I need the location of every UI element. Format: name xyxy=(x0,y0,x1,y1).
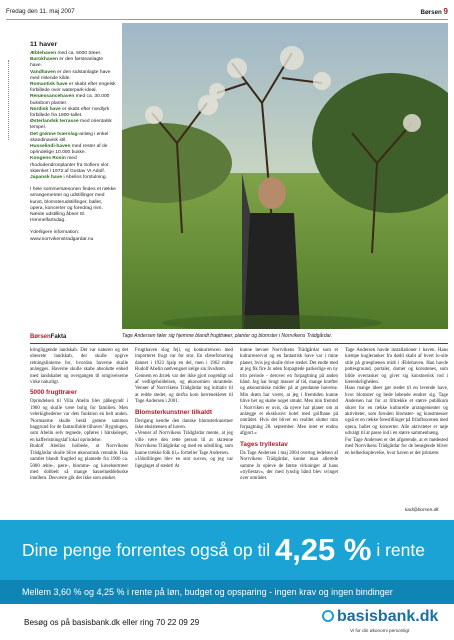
logo-ring-icon xyxy=(322,610,334,622)
fact-item xyxy=(30,107,116,119)
paragraph: »Venner af Norrvikens Trädgårdar mente, at jeg ville være den rette person til at skrænne Norrvikens Trädgårdar og med en udstilling, som kunne trække folk til,« fortæller Tage Andersen. xyxy=(135,431,233,456)
fact-item-name: Det grønne tværslag xyxy=(30,131,78,137)
paragraph: Hans mange ideer gør stedet til en levende have, hvor blomster og bede løbende ændrer sig. Tage Andersen har for at tiltrække et større publikum sikret for en række kulturelle arrangementer og aktiviteter, som foruden blomster- og kunstmesser også er en række forestillinger på friluftsscenen med opera, ballet og koncerter. Alle aktiviteter er nøje udvalgt til at passe ind i en større sammenhæng. xyxy=(345,386,448,437)
ad-rate: 4,25 % xyxy=(274,532,372,567)
paragraph: kunne bevare Norrvikens Trädgårdar som et kulturreservat og en fantastisk have var i mine planer, hvis jeg skulle drive stedet. Det endte med at jeg fik fire år uden forpagtede parkerlige en ny trin periode - derover en forpagtning på anden hånd. Jeg har brugt masser af tid, mange kræfter og økonomiske midler på at gendanne haverne. Min drøm har været, at jeg i fremtiden kunne blive her og skabe noget smukt. Men min fremtid i Norrviken er uvis, da nyere har planer om at anlægge et eksklusivt hotel med golfbane på området. Hvis det bliver en realitet slutter min forpagtning 28. september. Men intet er endnu afgjort.« xyxy=(240,348,338,437)
brand-b: Fakta xyxy=(50,334,67,340)
paragraph: For Tage Andersen er det afgørende, at et mødested med Norrvikens Trädgårdar for de besøgende bliver en helhedsoplevelse, hvor haven er det primære. xyxy=(345,437,448,456)
logo-text: basisbank.dk xyxy=(337,608,439,625)
ad-headline-band xyxy=(0,520,454,580)
photo-caption: Tage Andersen føler sig hjemme blandt frugttræer, planter og blomster i Norrvikens Trädgårdar. xyxy=(122,333,333,339)
article-column-4 xyxy=(345,348,448,457)
fact-item-text: med rhododendronplanter fra Sofiero slot skænket i 1972 af Gustav VI Adolf. xyxy=(30,156,109,174)
fact-item xyxy=(30,156,116,175)
fact-item-name: Vandhaven xyxy=(30,69,56,75)
fact-item-text: med rester af de oprindelige 10.000 buske. xyxy=(30,144,108,156)
fact-box xyxy=(30,40,116,330)
fact-item xyxy=(30,144,116,156)
fact-item-name: Barokhaven xyxy=(30,57,58,63)
basisbank-advert[interactable] xyxy=(0,520,454,640)
paragraph: Tage Andersen havde installationer i haven. Hans kæmpe kugleranker fra dødd skabt af hvert lo-site stile på græsplænen midt i Æblehaven. Han havde pottesgruund, portaler, domer og korsstenes, som blide overrasker og giver sig kunstnerisk rod i bærenkrligheden. xyxy=(345,348,448,386)
fact-item-name: Kongens Rosin xyxy=(30,156,66,162)
fact-item-name: Nordisk have xyxy=(30,106,61,112)
fact-item-name: Japansk have xyxy=(30,175,63,181)
paragraph: Rudolf Abelins hoibede, at Norrvikens Trädgårdar skulle blive økonomisk rentable. Han samtlet blandt frugtled og plantede fra 1906 ca. 5000 æble-, pære-, blomme- og kirsebærtræer med dobbelt så mange hasselnøddebuske imellem. Desværre gik det ikke som ønsket. xyxy=(30,444,128,482)
author-email: kad@borsen.dk xyxy=(405,508,439,513)
ad-headline-post: i rente xyxy=(371,540,425,560)
ad-tagline: Vi for din økonomi personligt xyxy=(350,628,410,633)
fact-item xyxy=(30,57,116,69)
header-rule xyxy=(6,19,448,20)
paragraph: Frugthaven slog fejl, og konkurrencen med importeret frugt var for stor. En sfæreforsering dannet i 1923 hjalp en del, men i 1962 måtte Rudolf Abelin nødvenguet sælge sin livsdrøm. xyxy=(135,348,233,373)
fact-item-text: med ca. 30.000 buksbom planter. xyxy=(30,94,110,106)
fact-item-name: Æblehaven xyxy=(30,51,57,56)
page-header xyxy=(6,6,448,18)
fact-item-name: Husselindi-haven xyxy=(30,144,71,150)
paragraph: Oprindelsen til Villa Abelin blev påbegyndt i 1900 og skulle være bolig for familien. Men velerkighederne var dets funktion en helt anden. 'Normaerne skulle bestå grønne sammen baggrund for de fantasifulde tilhaver.' Bygningen, som Abelin selv tegnede, opføres i bårskeleget, en kafferistningslaf lokal oprindelse. xyxy=(30,399,128,443)
fact-item xyxy=(30,94,116,106)
brand-a: Børsen xyxy=(30,334,51,340)
fact-box-title: 11 haver xyxy=(30,41,58,48)
header-section xyxy=(420,6,448,19)
subheading: Tages tryllestav xyxy=(240,440,288,448)
borsen-fakta-logo xyxy=(30,333,70,342)
fact-item-name: Østerlandsk terrasse xyxy=(30,119,79,125)
ad-headline xyxy=(22,532,425,568)
fact-events: I hele sommersæsonen findes et række arrangementer og udstillinger med kunst, blomsterudstillinger, ballet, opera, koncerter og foredrag mm. Næste udstilling åbner 8/. Himmelfartsdag. xyxy=(30,187,116,224)
fact-item-text: med ca. 5000 træer. xyxy=(56,51,102,56)
fact-list xyxy=(30,51,116,181)
ad-footer xyxy=(0,604,454,640)
fact-info: Yderligere information: www.norrvikenstradgardar.nu xyxy=(30,230,94,242)
paragraph: Derigang kendte den danske blomsterkunstner ikke eksistensen af haven. xyxy=(135,418,233,431)
ad-subline: Mellem 3,60 % og 4,25 % i rente på løn, budget og opsparing - ingen krav og ingen bindinger xyxy=(0,580,454,604)
fact-item-text: -anlæg i enkel skandinavisk stil. xyxy=(30,131,109,143)
ad-headline-pre: Dine penge forrentes også op til xyxy=(22,540,275,560)
fact-item xyxy=(30,132,116,144)
article-column-3 xyxy=(240,348,338,483)
paragraph: Gennem en årræk var der ikke gjort nogetdigt ud af vedligeholdelsen, og økonomien skrantede. Venner af Norrvikens Trädgårdar tog initiativ til at redde stedet, og derfra kom herrenekleret til Tage Andersen i 2001. xyxy=(135,373,233,405)
paragraph: kringliggende landskab. Det var naturen og det ubesrete landskab, der skulle opgive retningslinierne for, hvordan haverne skulle anlægges. Haverne skulle skabe absolutte enhed med landskabet og overgangen til omgivelserne virke naturligt. xyxy=(30,348,128,386)
page-number: 9 xyxy=(443,7,448,16)
fact-item xyxy=(30,119,116,131)
subheading: 5000 frugttræer xyxy=(30,389,77,397)
sidebar-rule xyxy=(8,60,22,140)
fact-item-text: er skabt efter nordlyrk forbillede fra 1800-tallet. xyxy=(30,106,110,119)
header-date: Fredag den 11. maj 2007 xyxy=(6,8,75,15)
fact-item-name: Romantisk have xyxy=(30,82,68,88)
fact-item xyxy=(30,82,116,94)
fact-item-text: i Abelins forstulning. xyxy=(62,175,107,181)
basisbank-logo[interactable] xyxy=(322,608,438,626)
fact-item-text: med orientalsk tempel. xyxy=(30,119,112,131)
ad-cta[interactable]: Besøg os på basisbank.dk eller ring 70 22 09 29 xyxy=(24,618,200,627)
fact-item-name: Renæssancehaven xyxy=(30,94,75,100)
paragraph: Da Tage Andersen i maj 2004 overtog ledelsen af Norrvikens Trädgårdar, kunne man allerede samme år opleve de første virkninger af hans »tryllestav«, der med lynslig hånd blev svinget over området. xyxy=(240,450,338,482)
fact-item-text: er skabt efter engelsk forbillede over waterpark-ideal. xyxy=(30,82,116,94)
section-name: Børsen xyxy=(420,9,442,16)
subheading: Blomsterkunstner tilkaldt xyxy=(135,408,213,416)
fact-item-text: er den sidstanlagte have med rislende kilde. xyxy=(30,69,111,81)
paragraph: »Udstillingen blev en stor succes, og jeg var ligeglaget af stedet! At xyxy=(135,457,233,469)
garden-photo xyxy=(122,23,448,329)
article-column-2 xyxy=(135,348,233,470)
fact-item-text: er den førsteanlagte have. xyxy=(30,57,104,69)
fact-item xyxy=(30,70,116,82)
photo-illustration xyxy=(122,23,448,329)
fact-item xyxy=(30,175,116,181)
article-rule xyxy=(30,343,448,344)
article-column-1 xyxy=(30,348,128,483)
